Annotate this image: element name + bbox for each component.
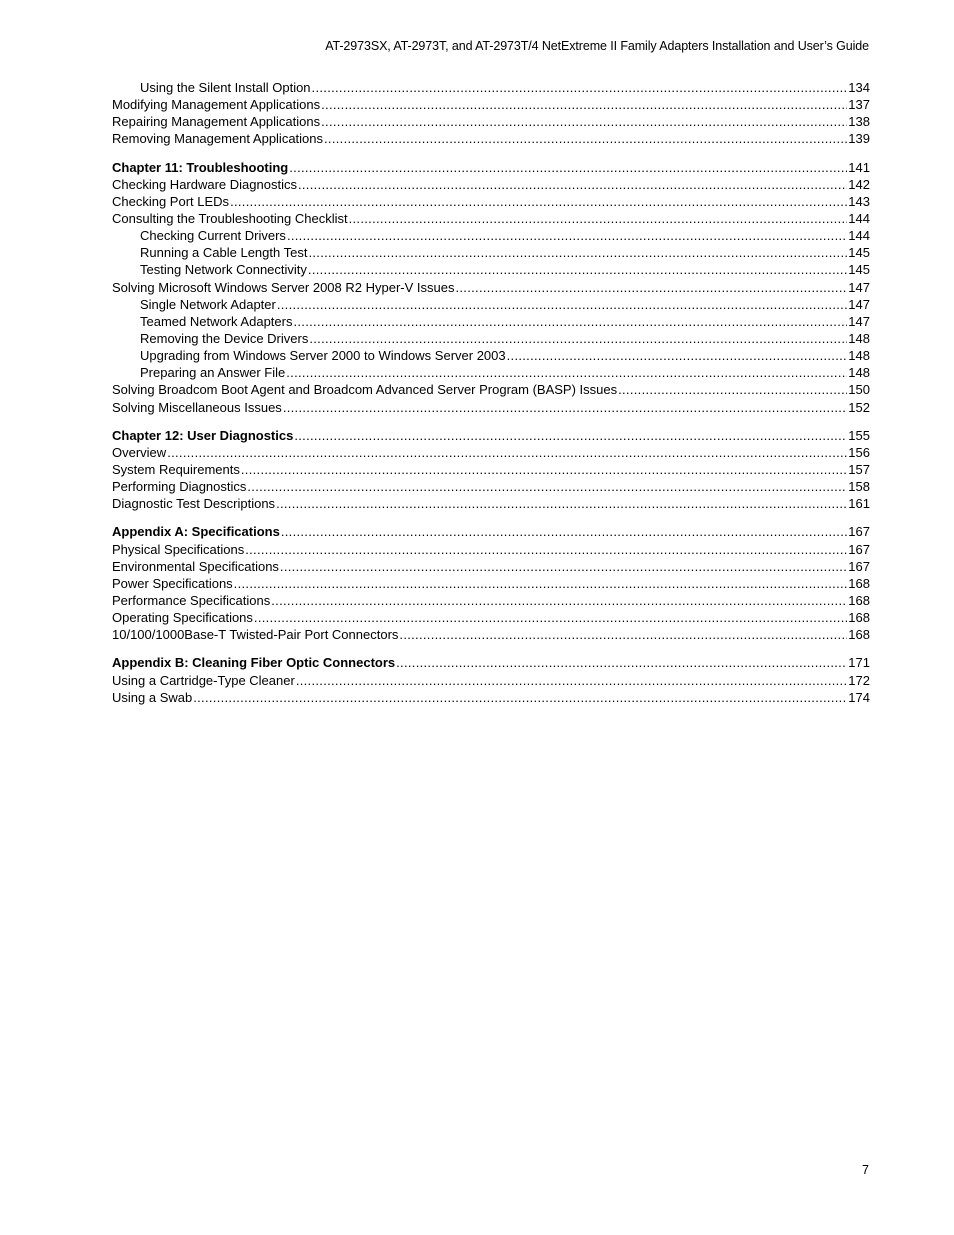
toc-entry[interactable] — [112, 244, 870, 261]
toc-entry-page: 148 — [848, 330, 870, 346]
dot-leader — [286, 364, 847, 381]
toc-entry[interactable] — [112, 261, 870, 278]
toc-entry[interactable] — [112, 364, 870, 381]
toc-entry-title: Using the Silent Install Option — [140, 80, 311, 95]
dot-leader — [254, 609, 847, 626]
toc-entry-page: 134 — [848, 80, 870, 95]
toc-section — [112, 654, 870, 705]
toc-entry-page: 141 — [848, 159, 870, 175]
toc-entry-page: 168 — [848, 627, 870, 643]
toc-heading[interactable] — [112, 523, 870, 540]
toc-entry[interactable] — [112, 592, 870, 609]
toc-entry-page: 167 — [848, 541, 870, 557]
toc-entry[interactable] — [112, 575, 870, 592]
toc-entry-title: Repairing Management Applications — [112, 114, 321, 130]
dot-leader — [396, 654, 847, 671]
toc-entry-page: 168 — [848, 610, 870, 626]
toc-heading[interactable] — [112, 159, 870, 176]
dot-leader — [349, 210, 848, 227]
toc-entry-page: 167 — [848, 558, 870, 574]
toc-entry[interactable] — [112, 330, 870, 347]
toc-entry-page: 144 — [848, 210, 870, 226]
toc-entry[interactable] — [112, 193, 870, 210]
toc-entry-title: Overview — [112, 444, 167, 460]
toc-entry-title: Chapter 11: Troubleshooting — [112, 159, 289, 175]
toc-entry[interactable] — [112, 689, 870, 706]
toc-entry-page: 148 — [848, 365, 870, 381]
toc-entry-title: Chapter 12: User Diagnostics — [112, 427, 294, 443]
toc-entry-title: Running a Cable Length Test — [140, 245, 308, 261]
toc-entry-page: 147 — [848, 313, 870, 329]
toc-entry[interactable] — [112, 96, 870, 113]
toc-entry-title: 10/100/1000Base-T Twisted-Pair Port Connectors — [112, 627, 399, 643]
toc-entry-page: 155 — [848, 427, 870, 443]
table-of-contents — [112, 79, 870, 717]
toc-entry-page: 157 — [848, 461, 870, 477]
toc-heading[interactable] — [112, 654, 870, 671]
dot-leader — [399, 626, 847, 643]
toc-entry-title: Diagnostic Test Descriptions — [112, 496, 276, 512]
dot-leader — [294, 427, 847, 444]
toc-entry[interactable] — [112, 478, 870, 495]
toc-entry-page: 145 — [848, 245, 870, 261]
dot-leader — [193, 689, 847, 706]
dot-leader — [281, 523, 847, 540]
toc-entry-title: Testing Network Connectivity — [140, 262, 307, 278]
dot-leader — [296, 672, 847, 689]
toc-entry-page: 143 — [848, 193, 870, 209]
dot-leader — [455, 279, 847, 296]
dot-leader — [321, 96, 847, 113]
toc-entry-title: Solving Microsoft Windows Server 2008 R2 Hyper-V Issues — [112, 279, 455, 295]
toc-entry-title: Checking Hardware Diagnostics — [112, 176, 297, 192]
toc-entry-title: Single Network Adapter — [140, 296, 276, 312]
toc-entry-title: Solving Miscellaneous Issues — [112, 399, 282, 415]
dot-leader — [308, 261, 847, 278]
toc-entry[interactable] — [112, 399, 870, 416]
toc-entry[interactable] — [112, 210, 870, 227]
dot-leader — [293, 313, 847, 330]
toc-section — [112, 427, 870, 513]
toc-entry-title: Appendix B: Cleaning Fiber Optic Connectors — [112, 655, 396, 671]
dot-leader — [245, 541, 847, 558]
toc-entry-title: Performing Diagnostics — [112, 479, 247, 495]
running-header: AT-2973SX, AT-2973T, and AT-2973T/4 NetExtreme II Family Adapters Installation and User’s Guide — [325, 39, 869, 53]
toc-entry-title: Appendix A: Specifications — [112, 524, 280, 540]
page-number: 7 — [862, 1163, 869, 1177]
toc-section — [112, 159, 870, 416]
toc-entry-title: Modifying Management Applications — [112, 97, 321, 113]
toc-entry[interactable] — [112, 558, 870, 575]
toc-entry[interactable] — [112, 79, 870, 96]
toc-entry[interactable] — [112, 381, 870, 398]
toc-entry-title: Checking Port LEDs — [112, 193, 230, 209]
dot-leader — [241, 461, 847, 478]
dot-leader — [308, 244, 847, 261]
toc-entry-title: Checking Current Drivers — [140, 228, 286, 244]
toc-entry-page: 150 — [848, 382, 870, 398]
toc-heading[interactable] — [112, 427, 870, 444]
toc-entry-page: 147 — [848, 296, 870, 312]
toc-entry-page: 156 — [848, 444, 870, 460]
dot-leader — [321, 113, 847, 130]
toc-entry-title: Operating Specifications — [112, 610, 253, 626]
dot-leader — [277, 296, 847, 313]
toc-entry-title: Removing the Device Drivers — [140, 330, 309, 346]
dot-leader — [283, 399, 847, 416]
toc-entry[interactable] — [112, 626, 870, 643]
toc-entry-title: Teamed Network Adapters — [140, 313, 293, 329]
toc-entry[interactable] — [112, 296, 870, 313]
toc-entry-page: 138 — [848, 114, 870, 130]
toc-entry-title: Solving Broadcom Boot Agent and Broadcom Advanced Server Program (BASP) Issues — [112, 382, 618, 398]
toc-entry[interactable] — [112, 347, 870, 364]
toc-section — [112, 523, 870, 643]
toc-entry-title: Physical Specifications — [112, 541, 245, 557]
toc-entry[interactable] — [112, 279, 870, 296]
toc-entry-title: Power Specifications — [112, 575, 233, 591]
toc-entry-title: Consulting the Troubleshooting Checklist — [112, 210, 348, 226]
toc-entry-title: System Requirements — [112, 461, 240, 477]
toc-entry[interactable] — [112, 495, 870, 512]
dot-leader — [234, 575, 848, 592]
toc-entry[interactable] — [112, 461, 870, 478]
toc-entry-title: Using a Swab — [112, 689, 193, 705]
toc-entry[interactable] — [112, 609, 870, 626]
toc-entry[interactable] — [112, 113, 870, 130]
dot-leader — [287, 227, 847, 244]
toc-entry-page: 142 — [848, 176, 870, 192]
dot-leader — [230, 193, 847, 210]
toc-section — [112, 79, 870, 148]
toc-entry-page: 158 — [848, 479, 870, 495]
toc-entry-page: 148 — [848, 348, 870, 364]
toc-entry-page: 168 — [848, 592, 870, 608]
toc-entry-title: Preparing an Answer File — [140, 365, 286, 381]
toc-entry[interactable] — [112, 672, 870, 689]
dot-leader — [312, 79, 848, 96]
toc-entry-title: Removing Management Applications — [112, 131, 324, 147]
dot-leader — [507, 347, 848, 364]
toc-entry-page: 139 — [848, 131, 870, 147]
dot-leader — [618, 381, 847, 398]
dot-leader — [324, 130, 847, 147]
toc-entry-page: 171 — [848, 655, 870, 671]
toc-entry-title: Environmental Specifications — [112, 558, 279, 574]
toc-entry-page: 161 — [848, 496, 870, 512]
toc-entry-page: 144 — [848, 228, 870, 244]
toc-entry[interactable] — [112, 444, 870, 461]
toc-entry-title: Upgrading from Windows Server 2000 to Windows Server 2003 — [140, 348, 506, 364]
dot-leader — [298, 176, 847, 193]
toc-entry[interactable] — [112, 130, 870, 147]
toc-entry[interactable] — [112, 176, 870, 193]
dot-leader — [289, 159, 847, 176]
toc-entry-title: Performance Specifications — [112, 592, 271, 608]
toc-entry[interactable] — [112, 227, 870, 244]
toc-entry-page: 174 — [848, 689, 870, 705]
dot-leader — [247, 478, 847, 495]
toc-entry-page: 137 — [848, 97, 870, 113]
toc-entry-page: 167 — [848, 524, 870, 540]
toc-entry-page: 152 — [848, 399, 870, 415]
toc-entry-title: Using a Cartridge-Type Cleaner — [112, 672, 295, 688]
dot-leader — [309, 330, 847, 347]
dot-leader — [167, 444, 847, 461]
dot-leader — [271, 592, 847, 609]
toc-entry-page: 145 — [848, 262, 870, 278]
toc-entry-page: 168 — [848, 575, 870, 591]
toc-entry[interactable] — [112, 541, 870, 558]
toc-entry-page: 147 — [848, 279, 870, 295]
dot-leader — [280, 558, 847, 575]
toc-entry-page: 172 — [848, 672, 870, 688]
toc-entry[interactable] — [112, 313, 870, 330]
dot-leader — [276, 495, 847, 512]
